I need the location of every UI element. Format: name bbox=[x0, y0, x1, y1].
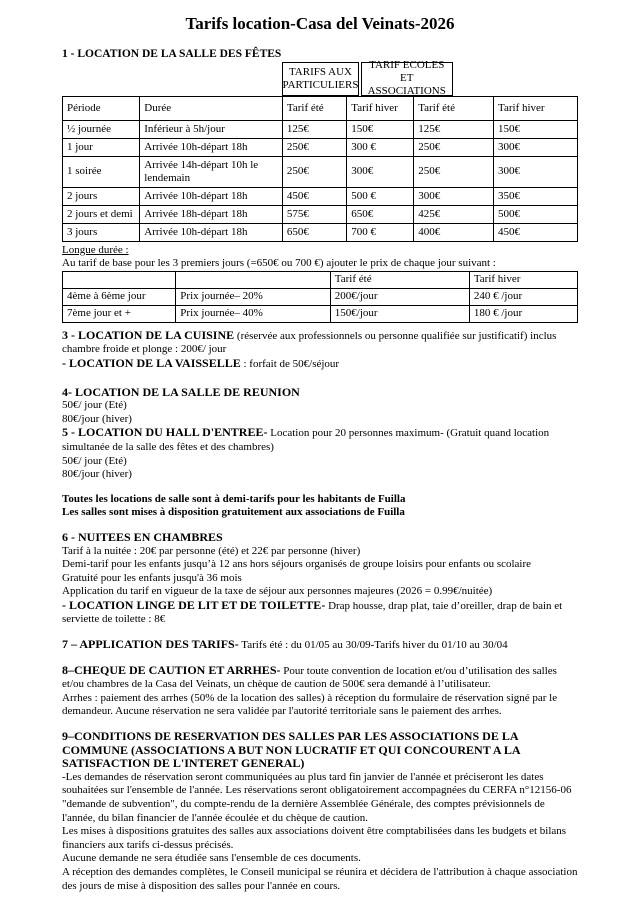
cell: 3 jours bbox=[63, 223, 140, 241]
cell: 150€ bbox=[494, 120, 578, 138]
cell: Arrivée 10h-départ 18h bbox=[140, 187, 283, 205]
section9-para-conseil-municipal: A réception des demandes complètes, le Conseil municipal se réunira et décidera de l'attribution à chaque association des jours de mise à disposition des salles pour l'année en cours. bbox=[62, 865, 578, 892]
cell: 400€ bbox=[414, 223, 494, 241]
table-row bbox=[63, 288, 578, 305]
section3-vaisselle bbox=[62, 357, 578, 372]
table-row bbox=[63, 205, 578, 223]
section9-para-mises-a-disposition: Les mises à dispositions gratuites des salles aux associations doivent être comptabilisées dans les budgets et bilans financiers aux tarifs ci-dessus précisés. bbox=[62, 825, 567, 851]
section5-price-summer: 50€/ jour (Eté) bbox=[62, 454, 127, 467]
cell: 450€ bbox=[282, 187, 346, 205]
cell: 300€ bbox=[414, 187, 494, 205]
longue-duree-intro: Au tarif de base pour les 3 premiers jours (=650€ ou 700 €) ajouter le prix de chaque jour suivant : bbox=[62, 257, 496, 270]
note-associations-gratuites: Les salles sont mises à disposition gratuitement aux associations de Fuilla bbox=[62, 506, 405, 519]
cell: 300€ bbox=[494, 156, 578, 187]
group-header-particuliers: TARIFS AUX PARTICULIERS bbox=[282, 62, 358, 96]
cell: Arrivée 10h-départ 18h bbox=[140, 223, 283, 241]
cell: 650€ bbox=[347, 205, 414, 223]
cell: 250€ bbox=[282, 156, 346, 187]
cell: 300€ bbox=[347, 156, 414, 187]
col-header-periode: Période bbox=[63, 96, 140, 120]
section6-gratuite: Gratuité pour les enfants jusqu'à 36 mois bbox=[62, 571, 242, 584]
cell: 200€/jour bbox=[330, 288, 469, 305]
cell: 450€ bbox=[494, 223, 578, 241]
cell: 300€ bbox=[494, 138, 578, 156]
section9-heading: 9–CONDITIONS DE RESERVATION DES SALLES PAR LES ASSOCIATIONS DE LA COMMUNE (ASSOCIATIONS A BUT NON LUCRATIF ET QUI CONCOURENT A LA SATISFACTION DE L'INTERET GENERAL) bbox=[62, 729, 520, 771]
section7-text: Tarifs été : du 01/05 au 30/09-Tarifs hiver du 01/10 au 30/04 bbox=[238, 639, 508, 652]
cell: 250€ bbox=[414, 156, 494, 187]
col-header-duree: Durée bbox=[140, 96, 283, 120]
table-header-row bbox=[63, 96, 578, 120]
longue-duree-heading bbox=[62, 244, 578, 258]
table-row bbox=[63, 138, 578, 156]
section6-linge bbox=[62, 599, 578, 627]
section8-caution bbox=[62, 664, 578, 692]
cell-empty bbox=[63, 271, 176, 288]
table-row bbox=[63, 223, 578, 241]
cell: Inférieur à 5h/jour bbox=[140, 120, 283, 138]
section8-text: Pour toute convention de location et/ou d’utilisation des salles et/ou chambres de la Casa del Veinats, un chèque de caution de 500€ sera demandé à l’utilisateur. bbox=[62, 664, 557, 691]
linge-text: Drap housse, drap plat, taie d’oreiller, drap de bain et serviette de toilette : 8€ bbox=[62, 599, 563, 626]
section5-text: Location pour 20 personnes maximum- (Gratuit quand location simultanée de la salle des fêtes et des chambres) bbox=[62, 427, 550, 453]
section6-demi-tarif: Demi-tarif pour les enfants jusqu’à 12 ans hors séjours organisés de groupe loisirs pour enfants ou scolaire bbox=[62, 558, 532, 571]
section3-heading: 3 - LOCATION DE LA CUISINE bbox=[62, 327, 235, 342]
section7-application-tarifs bbox=[62, 638, 578, 653]
cell: 4ème à 6ème jour bbox=[63, 288, 176, 305]
cell: 250€ bbox=[414, 138, 494, 156]
col-header-tarif-hiver: Tarif hiver bbox=[469, 271, 577, 288]
group-header-ecoles-associations: TARIF ECOLES ET ASSOCIATIONS bbox=[361, 62, 453, 96]
table1-group-header-row bbox=[282, 59, 578, 98]
col-header-tarif-ete-part: Tarif été bbox=[282, 96, 346, 120]
section6-taxe-sejour: Application du tarif en vigueur de la taxe de séjour aux personnes majeures (2026 = 0.99€/nuitée) bbox=[62, 585, 493, 598]
cell: 2 jours bbox=[63, 187, 140, 205]
cell: 425€ bbox=[414, 205, 494, 223]
section6-tarif-nuitee: Tarif à la nuitée : 20€ par personne (été) et 22€ par personne (hiver) bbox=[62, 544, 361, 557]
section4-heading: 4- LOCATION DE LA SALLE DE REUNION bbox=[62, 384, 300, 399]
cell: 180 € /jour bbox=[469, 305, 577, 322]
section8-heading: 8–CHEQUE DE CAUTION ET ARRHES- bbox=[62, 662, 281, 677]
cell: Arrivée 14h-départ 10h le lendemain bbox=[140, 156, 283, 187]
cell-empty bbox=[176, 271, 331, 288]
section4-price-winter: 80€/jour (hiver) bbox=[62, 412, 132, 425]
cell: 150€/jour bbox=[330, 305, 469, 322]
section9-para-demandes: -Les demandes de réservation seront communiquées au plus tard fin janvier de l'année et préciseront les dates souhaitées sur l'ensemble de l'année. Les réservations seront obligatoirement accompagnées du CERFA n°12156-06 "demande de subvention", du compte-rendu de la dernière Assemblée Générale, des comptes prévisionnels de l'année, du bilan financier de l'année écoulée et du chèque de caution. bbox=[62, 770, 572, 824]
section7-heading: 7 – APPLICATION DES TARIFS- bbox=[62, 637, 239, 652]
cell: 250€ bbox=[282, 138, 346, 156]
table-row bbox=[63, 120, 578, 138]
col-header-tarif-hiver-part: Tarif hiver bbox=[347, 96, 414, 120]
section5-heading-line bbox=[62, 426, 578, 454]
table-row bbox=[63, 187, 578, 205]
cell: 2 jours et demi bbox=[63, 205, 140, 223]
cell: 700 € bbox=[347, 223, 414, 241]
cell: 125€ bbox=[414, 120, 494, 138]
col-header-tarif-ete: Tarif été bbox=[330, 271, 469, 288]
cell: 150€ bbox=[347, 120, 414, 138]
table-header-row bbox=[63, 271, 578, 288]
cell: ½ journée bbox=[63, 120, 140, 138]
cell: 575€ bbox=[282, 205, 346, 223]
linge-heading: - LOCATION LINGE DE LIT ET DE TOILETTE- bbox=[62, 597, 326, 612]
cell: 240 € /jour bbox=[469, 288, 577, 305]
cell: 350€ bbox=[494, 187, 578, 205]
cell: Arrivée 10h-départ 18h bbox=[140, 138, 283, 156]
cell: 300 € bbox=[347, 138, 414, 156]
section1-heading: 1 - LOCATION DE LA SALLE DES FÊTES bbox=[62, 48, 282, 60]
section4-price-summer: 50€/ jour (Eté) bbox=[62, 399, 127, 412]
cell: 650€ bbox=[282, 223, 346, 241]
section5-price-winter: 80€/jour (hiver) bbox=[62, 468, 132, 481]
cell: Arrivée 18h-départ 18h bbox=[140, 205, 283, 223]
table-row bbox=[63, 305, 578, 322]
document-title: Tarifs location-Casa del Veinats-2026 bbox=[185, 14, 455, 33]
section6-heading: 6 - NUITEES EN CHAMBRES bbox=[62, 529, 223, 544]
col-header-tarif-hiver-ecole: Tarif hiver bbox=[494, 96, 578, 120]
note-demi-tarifs: Toutes les locations de salle sont à demi-tarifs pour les habitants de Fuilla bbox=[62, 492, 406, 505]
longue-duree-table bbox=[62, 271, 578, 323]
cell: 7ème jour et + bbox=[63, 305, 176, 322]
section9-para-aucune-demande: Aucune demande ne sera étudiée sans l'ensemble de ces documents. bbox=[62, 852, 361, 865]
cell: 1 soirée bbox=[63, 156, 140, 187]
cell: 500€ bbox=[494, 205, 578, 223]
cell: 125€ bbox=[282, 120, 346, 138]
cell: 1 jour bbox=[63, 138, 140, 156]
section3-text: (réservée aux professionnels ou personne qualifiée sur justificatif) inclus chambre froide et plonge : 200€/ jour bbox=[62, 329, 557, 356]
col-header-tarif-ete-ecole: Tarif été bbox=[414, 96, 494, 120]
table-row bbox=[63, 156, 578, 187]
section8-arrhes: Arrhes : paiement des arrhes (50% de la location des salles) à réception du formulaire de réservation signé par le demandeur. Aucune réservation ne sera validée par l'autorité territoriale sans le paiement des arrhes. bbox=[62, 691, 558, 718]
longue-duree-label: Longue durée : bbox=[62, 243, 129, 256]
salle-des-fetes-table bbox=[62, 96, 578, 242]
vaisselle-heading: - LOCATION DE LA VAISSELLE bbox=[62, 355, 241, 370]
cell: 500 € bbox=[347, 187, 414, 205]
section5-heading: 5 - LOCATION DU HALL D'ENTREE- bbox=[62, 425, 268, 440]
cell: Prix journée– 20% bbox=[176, 288, 331, 305]
vaisselle-text: : forfait de 50€/séjour bbox=[240, 357, 340, 370]
section3-cuisine bbox=[62, 329, 578, 357]
cell: Prix journée– 40% bbox=[176, 305, 331, 322]
